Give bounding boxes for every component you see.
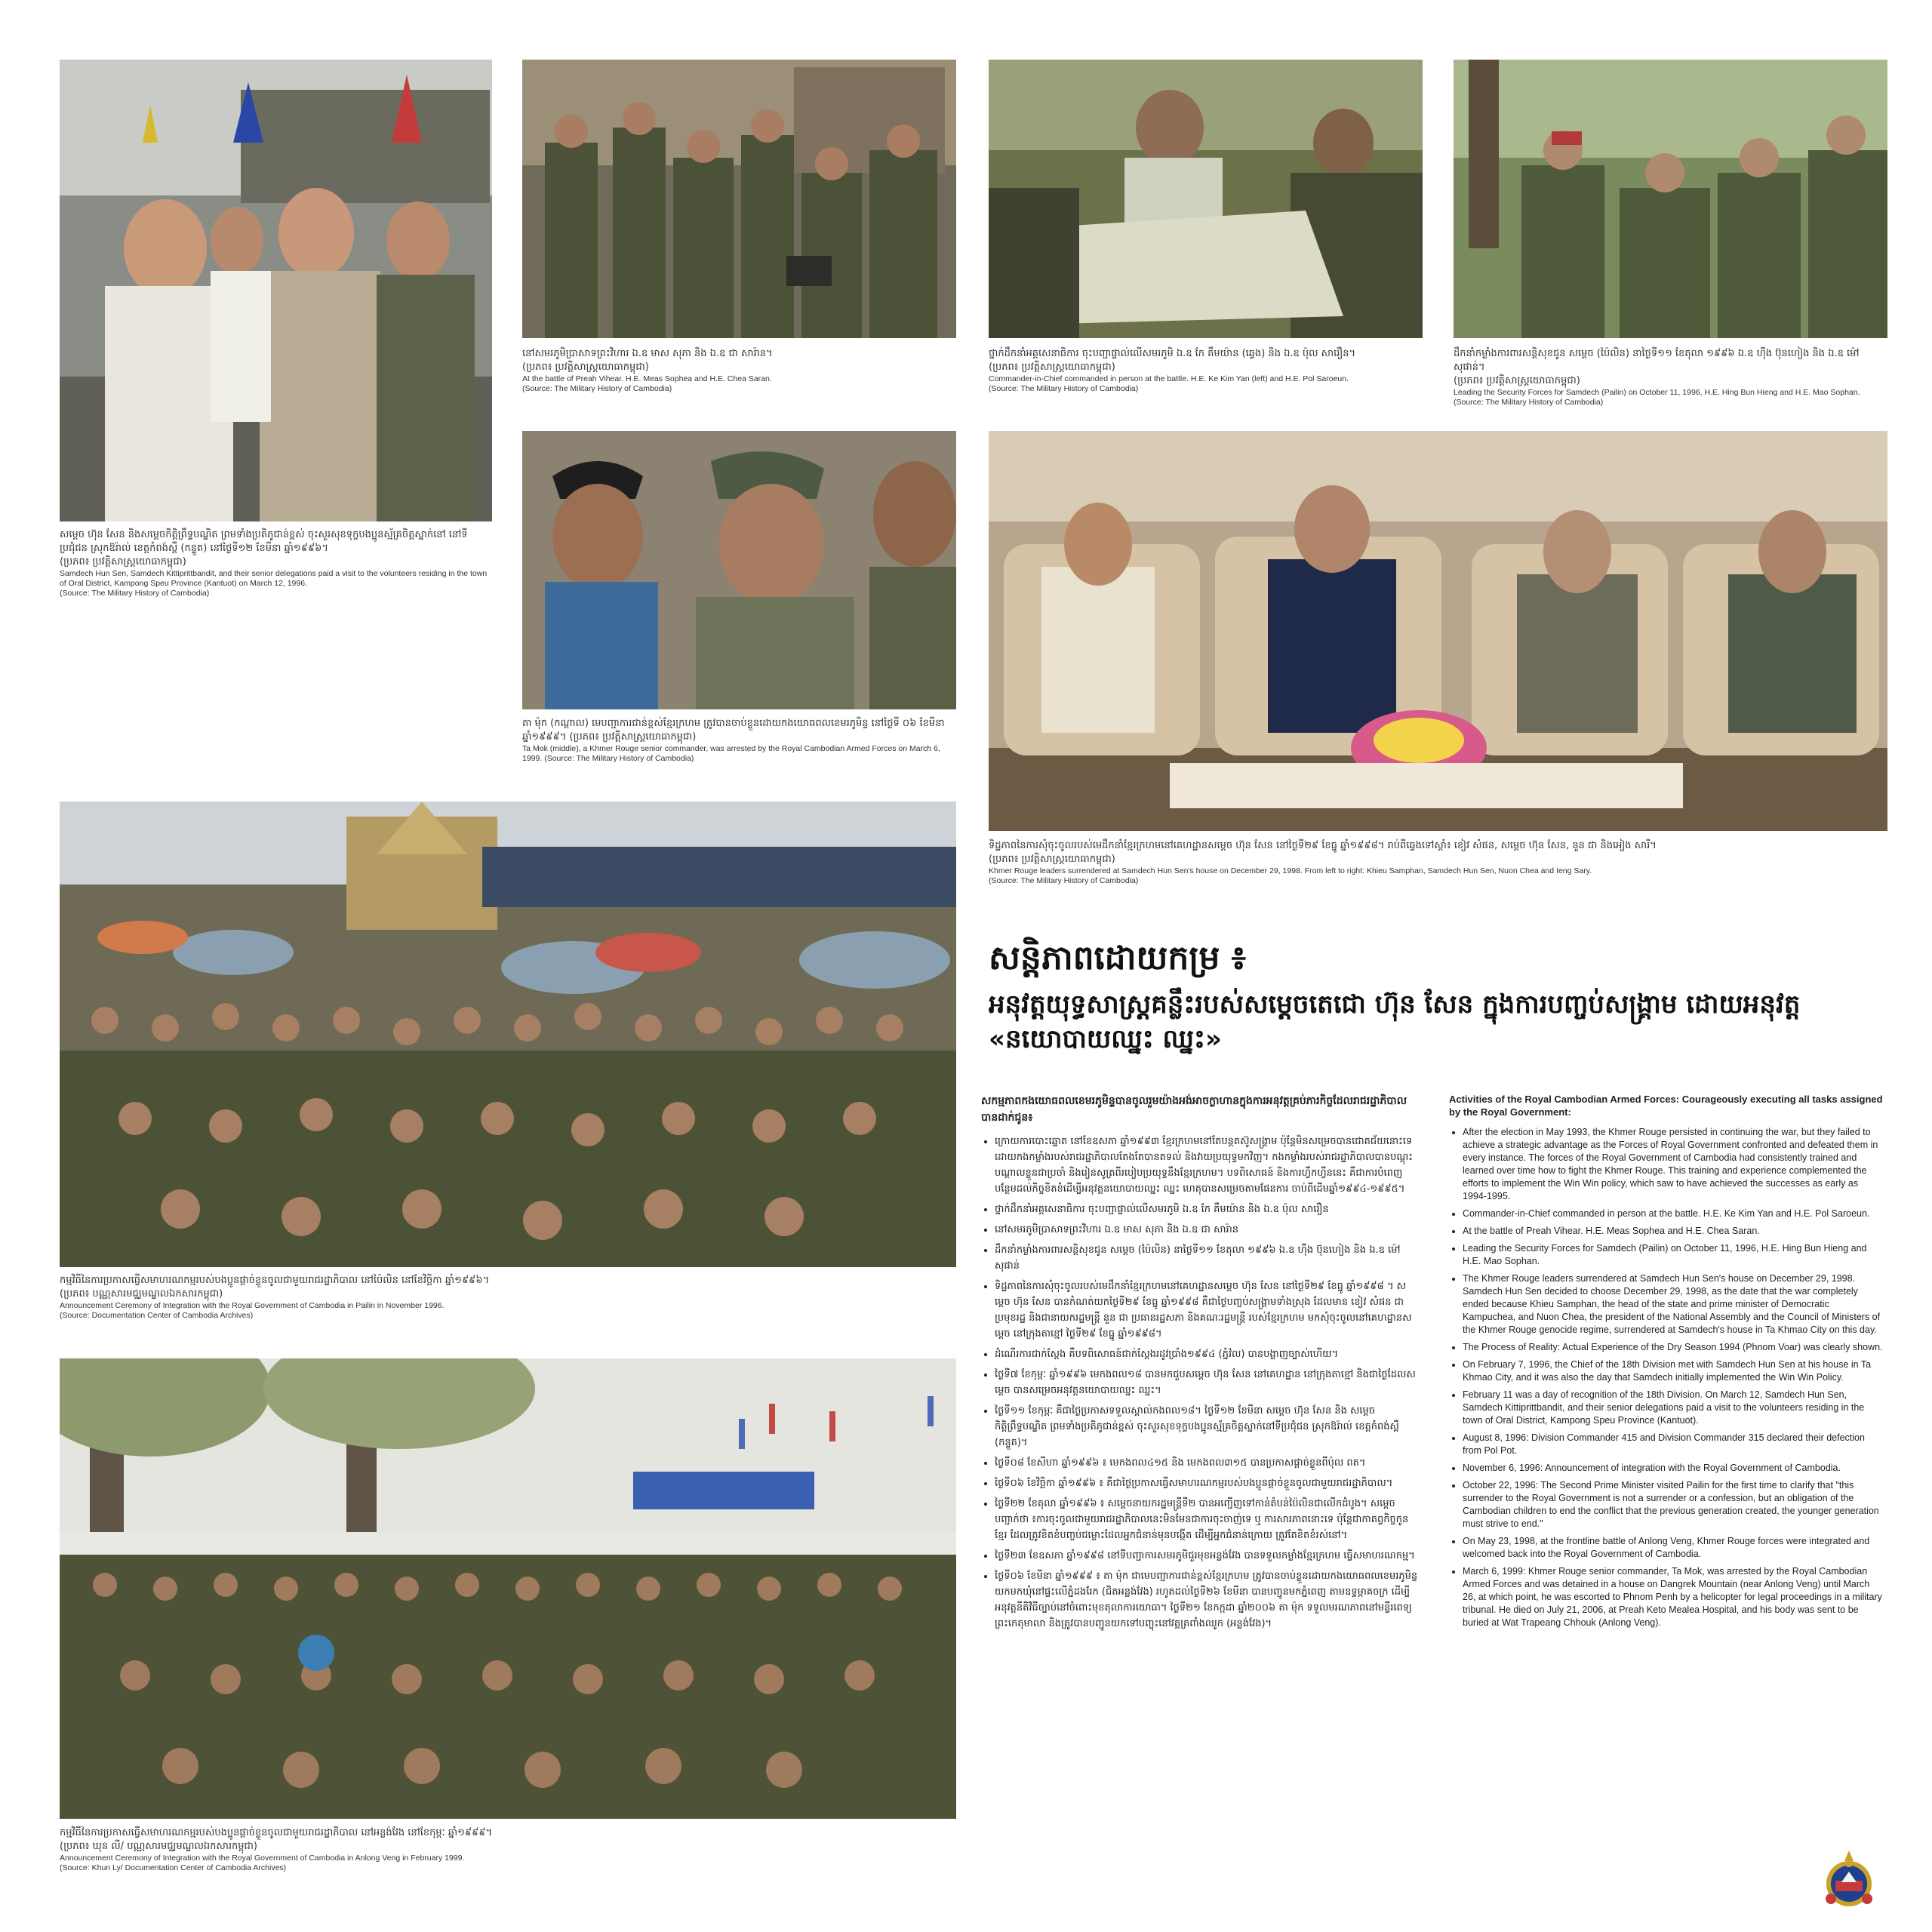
list-item: • Commander-in-Chief commanded in person at the battle. H.E. Ke Kim Yan and H.E. Pol Saroeun. xyxy=(1463,1208,1883,1220)
rcaf-emblem-icon xyxy=(1819,1849,1879,1909)
list-item: • October 22, 1996: The Second Prime Minister visited Pailin for the first time to clarify that "this surrender to the Royal Government is not a surrender or a confession, but an obligation of the Cambodian children to end the conflict that the previous generation created, the younger generation must strive to end." xyxy=(1463,1479,1883,1531)
english-heading: Activities of the Royal Cambodian Armed Forces: Courageously executing all tasks assigned by the Royal Government: xyxy=(1449,1094,1883,1118)
source-km: (ប្រភព៖ ប្រវត្តិសាស្ត្រយោធាកម្ពុជា) xyxy=(989,854,1115,865)
caption-km: តា ម៉ុក (កណ្តាល) មេបញ្ជាការជាន់ខ្ពស់ខ្មែរក្រហម ត្រូវបានចាប់ខ្លួនដោយកងយោធពលខេមរភូមិន្ទ នៅថ្ងៃទី ០៦ ខែមីនា ឆ្នាំ១៩៩៩។ (ប្រភព៖ ប្រវត្តិសាស្ត្រយោធាកម្ពុជា) xyxy=(522,718,945,743)
caption-visit-kantuot xyxy=(60,528,494,598)
source-en: (Source: The Military History of Cambodia) xyxy=(522,384,672,393)
photo-visit-kantuot xyxy=(60,60,492,521)
list-item: • On May 23, 1998, at the frontline battle of Anlong Veng, Khmer Rouge forces were integrated and welcomed back into the Royal Government of Cambodia. xyxy=(1463,1535,1883,1561)
khmer-list xyxy=(981,1134,1419,1632)
caption-command-table xyxy=(989,347,1423,394)
list-item: • នៅសមរភូមិប្រាសាទព្រះវិហារ ឯ.ឧ មាស សុភា និង ឯ.ឧ ជា សារ៉ាន xyxy=(995,1222,1419,1238)
list-item: • ថ្ងៃទី២២ ខែតុលា ឆ្នាំ១៩៩៦ ៖ សម្តេចនាយករដ្ឋមន្ត្រីទី២ បានអញ្ជើញទៅកាន់តំបន់ប៉ៃលិនជាលើកដំបូង។ សម្តេច បញ្ជាក់ថា ៖ការចុះចូលជាមួយរាជរដ្ឋាភិបាលនេះមិនមែនជាការចុះចាញ់ទេ ឬ ការសារភាពនោះទេ ប៉ុន្តែជាកាតព្វកិច្ចកូនខ្មែរ ដែលត្រូវខិតខំបញ្ចប់ជម្លោះដែលអ្នកជំនាន់មុនបង្កើត ដើម្បីអ្នកជំនាន់ក្រោយ ត្រូវតែខិតខំរស់នៅ។ xyxy=(995,1496,1419,1543)
photo-leaders-surrender xyxy=(989,431,1887,831)
source-km: (ប្រភព៖ ប្រវត្តិសាស្ត្រយោធាកម្ពុជា) xyxy=(522,361,649,373)
caption-anlong-veng-crowd xyxy=(60,1826,956,1873)
list-item: • ក្រោយការបោះឆ្នោត នៅខែឧសភា ឆ្នាំ១៩៩៣ ខ្មែរក្រហមនៅតែបន្តតស៊ូសង្គ្រាម ប៉ុន្តែមិនសម្រេចបានជោគជ័យនោះទេ ដោយកងកម្លាំងរបស់រាជរដ្ឋាភិបាលតែងតែបានតទល់ និងវាយប្រយុទ្ធមកវិញ។ កងកម្លាំងរបស់រាជរដ្ឋាភិបាលបានបណ្តុះបណ្តាលខ្លួនជាប្រចាំ និងរៀនសូត្រពីរបៀបប្រយុទ្ធនឹងខ្មែរក្រហម។ បទពិសោធន៍ និងការហ្វឹកហ្វឺននេះ គឺជាការបំពេញបន្ថែមដល់កិច្ចខិតខំដើម្បីអនុវត្តនយោបាយឈ្នះ ឈ្នះ ហេតុបានសម្រេចតាមផែនការ ចាប់ពីដើមឆ្នាំ១៩៩៤-១៩៩៥។ xyxy=(995,1134,1419,1197)
list-item: • February 11 was a day of recognition of the 18th Division. On March 12, Samdech Hun Sen, Samdech Kittiprittbandit, and their senior delegations paid a visit to the volunteers residing in the town of Oral District, Kampong Speu Province (Kantuot). xyxy=(1463,1389,1883,1427)
list-item: • November 6, 1996: Announcement of integration with the Royal Government of Cambodia. xyxy=(1463,1462,1883,1475)
photo-pailin-crowd xyxy=(60,801,956,1267)
caption-ta-mok xyxy=(522,717,956,764)
list-item: • August 8, 1996: Division Commander 415 and Division Commander 315 declared their defection from Pol Pot. xyxy=(1463,1432,1883,1457)
english-column xyxy=(1449,1093,1883,1634)
caption-km: កម្មវិធីនៃការប្រកាសធ្វើសមាហរណកម្មរបស់បងប្អូនផ្តាច់ខ្លួនចូលជាមួយរាជរដ្ឋាភិបាល នៅអន្លង់វែង នៅខែកុម្ភៈ ឆ្នាំ១៩៩៩។ xyxy=(60,1827,493,1838)
source-en: (Source: Khun Ly/ Documentation Center of Cambodia Archives) xyxy=(60,1863,287,1872)
list-item: • Leading the Security Forces for Samdech (Pailin) on October 11, 1996, H.E. Hing Bun Hieng and H.E. Mao Sophan. xyxy=(1463,1242,1883,1268)
photo-security-pailin xyxy=(1454,60,1887,338)
caption-en: Samdech Hun Sen, Samdech Kittiprittbandit, and their senior delegations paid a visit to the volunteers residing in the town of Oral District, Kampong Speu Province (Kantuot) on March 12, 1996. xyxy=(60,569,488,588)
caption-security-pailin xyxy=(1454,347,1887,408)
source-km: (ប្រភព៖ ឃុន លី/ បណ្ណសារមជ្ឈមណ្ឌលឯកសារកម្ពុជា) xyxy=(60,1841,257,1852)
photo-command-table xyxy=(989,60,1423,338)
page-subtitle: អនុវត្តយុទ្ធសាស្ត្រគន្លឹះរបស់សម្តេចតេជោ ហ៊ុន សែន ក្នុងការបញ្ចប់សង្គ្រាម ដោយអនុវត្ត «នយោបាយឈ្នះ ឈ្នះ» xyxy=(989,989,1801,1054)
source-en: (Source: The Military History of Cambodia) xyxy=(989,384,1139,393)
list-item: • The Khmer Rouge leaders surrendered at Samdech Hun Sen's house on December 29, 1998. Samdech Hun Sen decided to choose December 29, 1998, as the date that the war completely ended because Khieu Samphan, the head of the state and prime minister of Democratic Kampuchea, and Nuon Chea, the president of the National Assembly and the Council of Ministers of the Khmer Rouge genocide regime, surrendered at Samdech's house in Ta Khmao City on this day. xyxy=(1463,1272,1883,1337)
photo-preah-vihear xyxy=(522,60,956,338)
photo-ta-mok xyxy=(522,431,956,709)
list-item: • ដំណើរការជាក់ស្តែង គឺបទពិសោធន៍ជាក់ស្តែងរដូវប្រាំង១៩៩៤ (ភ្នំវ៉ល) បានបង្ហាញច្បាស់ហើយ។ xyxy=(995,1346,1419,1362)
caption-pailin-crowd xyxy=(60,1274,956,1321)
source-en: (Source: The Military History of Cambodia) xyxy=(60,589,210,598)
source-km: (ប្រភព៖ បណ្ណសារមជ្ឈមណ្ឌលឯកសារកម្ពុជា) xyxy=(60,1288,223,1300)
list-item: • ថ្ងៃទី៧ ខែកុម្ភៈ ឆ្នាំ១៩៩៦ មេកងពល១៨ បានមកជួបសម្តេច ហ៊ុន សែន នៅគេហដ្ឋាន នៅក្រុងតាខ្មៅ និងជាថ្ងៃដែលសម្តេច បានសម្រេចអនុវត្តនយោបាយឈ្នះ ឈ្នះ។ xyxy=(995,1367,1419,1398)
caption-km: នៅសមរភូមិប្រាសាទព្រះវិហារ ឯ.ឧ មាស សុភា និង ឯ.ឧ ជា សារ៉ាន។ xyxy=(522,348,773,359)
english-list xyxy=(1449,1126,1883,1629)
caption-en: Commander-in-Chief commanded in person at the battle. H.E. Ke Kim Yan (left) and H.E. Pol Saroeun. xyxy=(989,374,1349,383)
source-km: (ប្រភព៖ ប្រវត្តិសាស្ត្រយោធាកម្ពុជា) xyxy=(60,556,186,568)
caption-en: Khmer Rouge leaders surrendered at Samdech Hun Sen's house on December 29, 1998. From left to right: Khieu Samphan, Samdech Hun Sen, Nuon Chea and Ieng Sary. xyxy=(989,866,1592,875)
list-item: • ទិដ្ឋភាពនៃការសុំចុះចូលរបស់មេដឹកនាំខ្មែរក្រហមនៅគេហដ្ឋានសម្តេច ហ៊ុន សែន នៅថ្ងៃទី២៩ ខែធ្នូ ឆ្នាំ១៩៩៨ ។ សម្តេច ហ៊ុន សែន បានកំណត់យកថ្ងៃទី២៩ ខែធ្នូ ឆ្នាំ១៩៩៨ គឺជាថ្ងៃបញ្ចប់សង្គ្រាមទាំងស្រុង ដែលមាន ខៀវ សំផន ជាប្រមុខរដ្ឋ និងជានាយករដ្ឋមន្ត្រី នួន ជា ប្រធានរដ្ឋសភា និងគណៈរដ្ឋមន្ត្រី របស់ខ្មែរក្រហម មកសុំចុះចូលនៅគេហដ្ឋានសម្តេច នៅក្រុងតាខ្មៅ ថ្ងៃទី២៩ ខែធ្នូ ឆ្នាំ១៩៩៨។ xyxy=(995,1278,1419,1342)
list-item: • ដឹកនាំកម្លាំងការពារសន្តិសុខជូន សម្តេច (ប៉ៃលិន) នាថ្ងៃទី១១ ខែតុលា ១៩៩៦ ឯ.ឧ ហ៊ីង ប៊ុនហៀង និង ឯ.ឧ ម៉ៅ សុផាន់ xyxy=(995,1242,1419,1274)
list-item: • After the election in May 1993, the Khmer Rouge persisted in continuing the war, but they failed to achieve a strategic advantage as the Forces of Royal Government confronted and defeated them in every instance. The forces of the Royal Government of Cambodia had consistently trained and learned over time how to fight the Khmer Rouge. This training and experience complemented the efforts to implement the Win Win policy, which saw to have achieved the successes as early as 1994-1995. xyxy=(1463,1126,1883,1203)
khmer-heading: សកម្មភាពកងយោធពលខេមរភូមិន្ទបានចូលរួមយ៉ាងអង់អាចក្លាហានក្នុងការអនុវត្តគ្រប់ភារកិច្ចដែលរាជរដ្ឋាភិបាលបានដាក់ជូន៖ xyxy=(981,1095,1407,1124)
caption-preah-vihear xyxy=(522,347,956,394)
caption-en: Announcement Ceremony of Integration with the Royal Government of Cambodia in Anlong Veng in February 1999. xyxy=(60,1854,465,1863)
photo-anlong-veng-crowd xyxy=(60,1358,956,1819)
source-en: (Source: The Military History of Cambodia) xyxy=(989,876,1139,885)
list-item: • At the battle of Preah Vihear. H.E. Meas Sophea and H.E. Chea Saran. xyxy=(1463,1225,1883,1238)
page-title: សន្តិភាពដោយកម្រ ៖ xyxy=(989,939,1247,977)
caption-km: ទិដ្ឋភាពនៃការសុំចុះចូលរបស់មេដឹកនាំខ្មែរក្រហមនៅគេហដ្ឋានសម្តេច ហ៊ុន សែន នៅថ្ងៃទី២៩ ខែធ្នូ ឆ្នាំ១៩៩៨។ រាប់ពីឆ្វេងទៅស្តាំ៖ ខៀវ សំផន, សម្តេច ហ៊ុន សែន, នួន ជា និងអៀង សារី។ xyxy=(989,840,1657,851)
list-item: • ថ្នាក់ដឹកនាំអគ្គសេនាធិការ ចុះបញ្ជាផ្ទាល់លើសមរភូមិ ឯ.ឧ កែ គឹមយ៉ាន និង ឯ.ឧ ប៉ុល សារឿន xyxy=(995,1201,1419,1217)
list-item: • The Process of Reality: Actual Experience of the Dry Season 1994 (Phnom Voar) was clearly shown. xyxy=(1463,1341,1883,1354)
caption-en: At the battle of Preah Vihear. H.E. Meas Sophea and H.E. Chea Saran. xyxy=(522,374,772,383)
caption-leaders-surrender xyxy=(989,839,1887,886)
caption-en: Ta Mok (middle), a Khmer Rouge senior commander, was arrested by the Royal Cambodian Armed Forces on March 6, 1999. (Source: The Military History of Cambodia) xyxy=(522,744,940,763)
list-item: • ថ្ងៃទី០៦ ខែវិច្ឆិកា ឆ្នាំ១៩៩៦ ៖ គឺជាថ្ងៃប្រកាសធ្វើសមាហរណកម្មរបស់បងប្អូនផ្តាច់ខ្លួនចូលជាមួយរាជរដ្ឋាភិបាល។ xyxy=(995,1475,1419,1491)
list-item: • ថ្ងៃទី០៨ ខែសីហា ឆ្នាំ១៩៩៦ ៖ មេកងពល៤១៥ និង មេកងពល៣១៥ បានប្រកាសផ្តាច់ខ្លួនពីប៉ុល ពត។ xyxy=(995,1455,1419,1471)
caption-km: សម្តេច ហ៊ុន សែន និងសម្តេចកិត្តិព្រឹទ្ធបណ្ឌិត ព្រមទាំងប្រតិភូជាន់ខ្ពស់ ចុះសួរសុខទុក្ខបងប្អូនស្ម័គ្រចិត្តស្នាក់នៅ នៅទីប្រជុំជន ស្រុកឱរ៉ាល់ ខេត្តកំពង់ស្ពឺ (កន្ទួត) នៅថ្ងៃទី១២ ខែមីនា ឆ្នាំ១៩៩៦។ xyxy=(60,529,468,554)
source-km: (ប្រភព៖ ប្រវត្តិសាស្ត្រយោធាកម្ពុជា) xyxy=(989,361,1115,373)
list-item: • ថ្ងៃទី២៣ ខែឧសភា ឆ្នាំ១៩៩៨ នៅទីបញ្ជាការសមរភូមិជួរមុខអន្លង់វែង បានទទួលកម្លាំងខ្មែរក្រហម ធ្វើសមាហរណកម្ម។ xyxy=(995,1548,1419,1564)
caption-km: កម្មវិធីនៃការប្រកាសធ្វើសមាហរណកម្មរបស់បងប្អូនផ្តាច់ខ្លួនចូលជាមួយរាជរដ្ឋាភិបាល នៅប៉ៃលិន នៅខែវិច្ឆិកា ឆ្នាំ១៩៩៦។ xyxy=(60,1275,490,1286)
khmer-column xyxy=(981,1093,1419,1636)
source-en: (Source: The Military History of Cambodia) xyxy=(1454,398,1604,407)
source-km: (ប្រភព៖ ប្រវត្តិសាស្ត្រយោធាកម្ពុជា) xyxy=(1454,375,1580,386)
list-item: • March 6, 1999: Khmer Rouge senior commander, Ta Mok, was arrested by the Royal Cambodian Armed Forces and was detained in a house on Dangrek Mountain (near Anlong Veng) until March 26, at which point, he was escorted to Phnom Penh by a helicopter for legal proceedings in a military tribunal. He died on July 21, 2006, at Preah Keto Mealea Hospital, and his body was sent to be buried at Wat Trapeang Chhouk (Anlong Veng). xyxy=(1463,1565,1883,1629)
caption-en: Announcement Ceremony of Integration with the Royal Government of Cambodia in Pailin in November 1996. xyxy=(60,1301,445,1310)
source-en: (Source: Documentation Center of Cambodia Archives) xyxy=(60,1311,254,1320)
caption-km: ដឹកនាំកម្លាំងការពារសន្តិសុខជូន សម្តេច (ប៉ៃលិន) នាថ្ងៃទី១១ ខែតុលា ១៩៩៦ ឯ.ឧ ហ៊ីង ប៊ុនហៀង និង ឯ.ឧ ម៉ៅ សុផាន់។ xyxy=(1454,348,1860,373)
list-item: • ថ្ងៃទី១១ ខែកុម្ភៈ គឺជាថ្ងៃប្រកាសទទួលស្គាល់កងពល១៨។ ថ្ងៃទី១២ ខែមីនា សម្តេច ហ៊ុន សែន និង សម្តេចកិត្តិព្រឹទ្ធបណ្ឌិត ព្រមទាំងប្រតិភូជាន់ខ្ពស់ ចុះសួរសុខទុក្ខបងប្អូនស្ម័គ្រចិត្តស្នាក់នៅទីប្រជុំជន ស្រុកឱរ៉ាល់ ខេត្តកំពង់ស្ពឺ (កន្ទួត)។ xyxy=(995,1403,1419,1451)
caption-en: Leading the Security Forces for Samdech (Pailin) on October 11, 1996, H.E. Hing Bun Hieng and H.E. Mao Sophan. xyxy=(1454,388,1860,397)
list-item: • ថ្ងៃទី០៦ ខែមីនា ឆ្នាំ១៩៩៩ ៖ តា ម៉ុក ជាមេបញ្ជាការជាន់ខ្ពស់ខ្មែរក្រហម ត្រូវបានចាប់ខ្លួនដោយកងយោធពលខេមរភូមិន្ទ យកមកឃុំនៅផ្ទះលើភ្នំដងរែក (ជិតអន្លង់វែង) រហូតដល់ថ្ងៃទី២៦ ខែមីនា បានបញ្ជូនមកភ្នំពេញ តាមឧទ្ធម្ភាគចក្រ ដើម្បីអនុវត្តនីតិវិធីច្បាប់នៅចំពោះមុខតុលាការយោធា។ ថ្ងៃទី២១ ខែកក្កដា ឆ្នាំ២០០៦ តា ម៉ុក ទទួលមរណភាពនៅមន្ទីរពេទ្យព្រះកេតុមាលា និងត្រូវបានបញ្ជូនយកទៅបញ្ចុះនៅវត្តត្រពាំងឈូក (អន្លង់វែង)។ xyxy=(995,1568,1419,1632)
caption-km: ថ្នាក់ដឹកនាំអគ្គសេនាធិការ ចុះបញ្ជាផ្ទាល់លើសមរភូមិ ឯ.ឧ កែ គឹមយ៉ាន (ឆ្វេង) និង ឯ.ឧ ប៉ុល សារឿន។ xyxy=(989,348,1356,359)
list-item: • On February 7, 1996, the Chief of the 18th Division met with Samdech Hun Sen at his house in Ta Khmao City, and it was also the day that Samdech initially implemented the Win Win Policy. xyxy=(1463,1358,1883,1384)
